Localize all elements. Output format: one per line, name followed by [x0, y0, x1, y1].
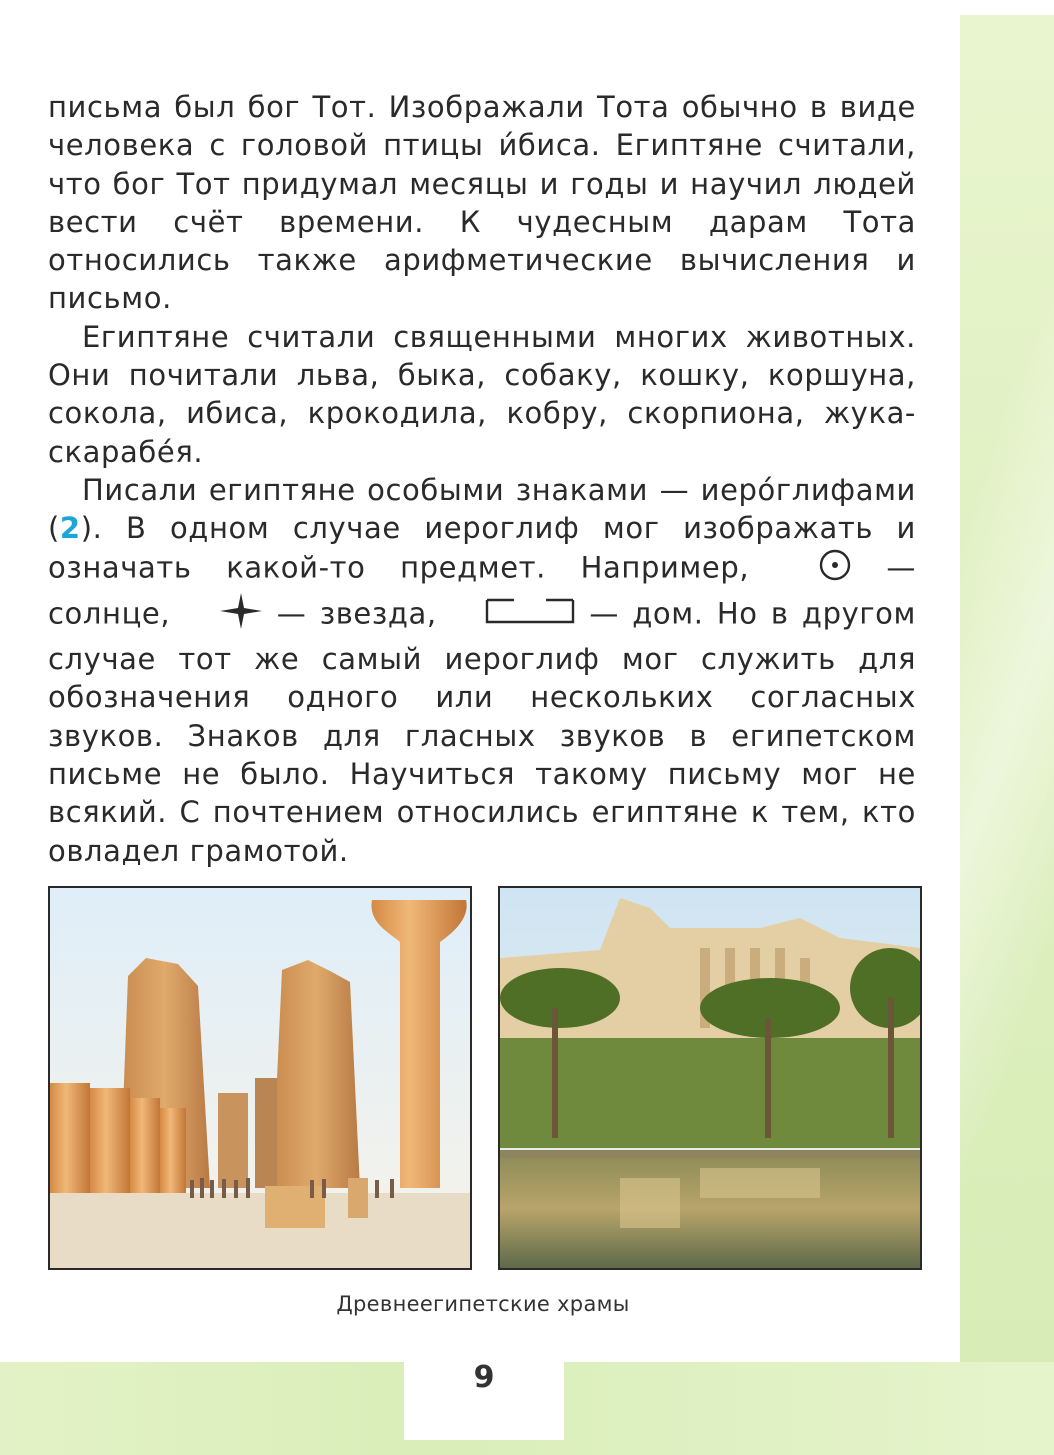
hieroglyph-house-label: — дом. Но в другом случае тот же самый иероглиф мог служить для обозначения одного или нескольких согласных звуков. Знаков для гласных звуков в египетском письме не было. Научиться такому письму мог не всякий. С почтением относились египтяне к тем, кто овладел грамотой. — [48, 596, 916, 868]
hieroglyph-sun-label: — солнце, — [48, 550, 916, 631]
paragraph-thoth: письма был бог Тот. Изображали Тота обычно в виде человека с головой птицы и́биса. Египтяне считали, что бог Тот придумал месяцы и годы и научил людей вести счёт времени. К чудесным дарам Тота относились также арифметические вычисления и письмо. — [48, 90, 916, 316]
temple-photo-lake — [498, 886, 922, 1270]
temple-photo-columns — [48, 886, 472, 1270]
figure-caption: Древнеегипетские храмы — [336, 1292, 630, 1316]
hieroglyphs-text-mid: ). В одном случае иероглиф мог изображать и означать какой-то предмет. Например, — [48, 511, 916, 585]
hieroglyphs-text-start: Писали египтяне особыми знаками — иеро́глифами ( — [48, 472, 916, 546]
hieroglyph-star-label: — звезда, — [263, 596, 451, 631]
house-hieroglyph-icon — [450, 596, 576, 635]
body-text — [48, 88, 916, 870]
paragraph-sacred-animals: Египтяне считали священными многих животных. Они почитали льва, быка, собаку, кошку, коршуна, сокола, ибиса, крокодила, кобру, скорпиона, жука-скарабе́я. — [48, 319, 916, 469]
paragraph-hieroglyphs — [48, 471, 916, 870]
star-hieroglyph-icon — [184, 591, 264, 640]
decorative-side-band — [960, 15, 1054, 1455]
sun-hieroglyph-icon — [784, 548, 852, 591]
figure-reference[interactable]: 2 — [59, 511, 81, 546]
page-number: 9 — [473, 1360, 495, 1395]
